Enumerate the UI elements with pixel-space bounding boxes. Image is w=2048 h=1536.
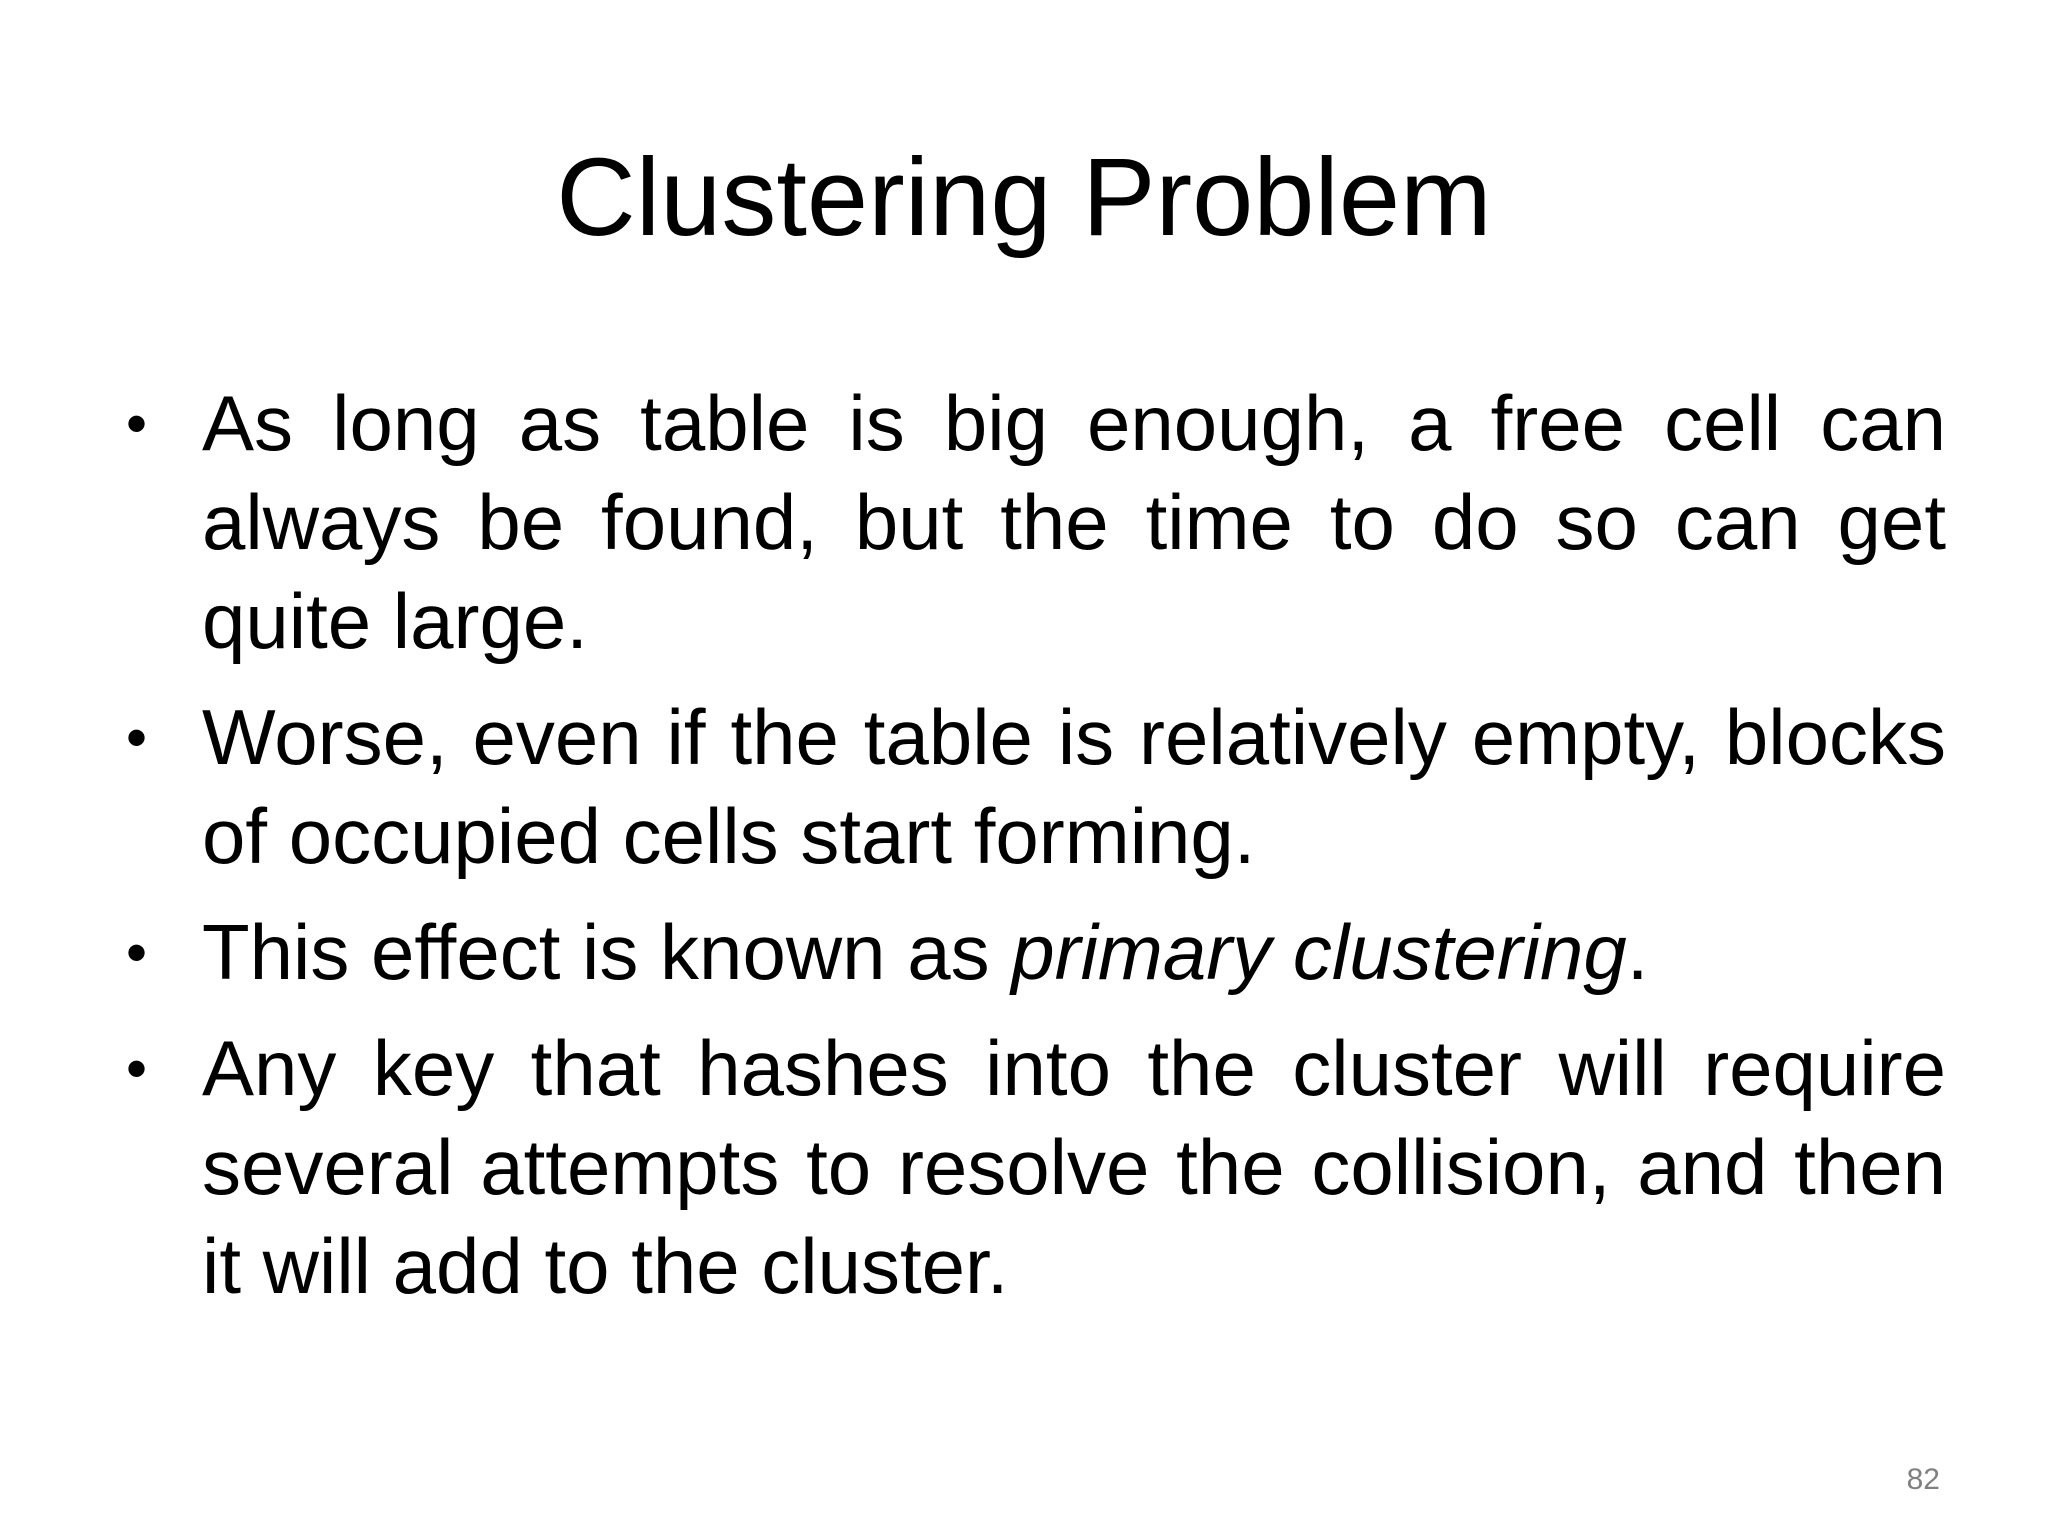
bullet-item bbox=[116, 1019, 1946, 1316]
bullet-list bbox=[116, 374, 1946, 1333]
bullet-text: Any key that hashes into the cluster will require several attempts to resolve the collision, and then it will add to the cluster. bbox=[202, 1024, 1946, 1310]
bullet-marker: • bbox=[126, 390, 148, 457]
bullet-marker: • bbox=[126, 919, 148, 986]
page-number: 82 bbox=[1906, 1463, 1940, 1496]
bullet-item bbox=[116, 374, 1946, 671]
slide-title: Clustering Problem bbox=[556, 136, 1492, 259]
bullet-item bbox=[116, 688, 1946, 886]
bullet-text-before: This effect is known as bbox=[202, 908, 1012, 996]
bullet-marker: • bbox=[126, 704, 148, 771]
bullet-text: Worse, even if the table is relatively empty, blocks of occupied cells start forming. bbox=[202, 693, 1946, 880]
bullet-text-after: . bbox=[1626, 908, 1649, 996]
bullet-item bbox=[116, 903, 1946, 1002]
bullet-text: As long as table is big enough, a free cell can always be found, but the time to do so can get quite large. bbox=[202, 379, 1946, 665]
bullet-text bbox=[202, 903, 1946, 1002]
bullet-marker: • bbox=[126, 1035, 148, 1102]
emphasized-term: primary clustering bbox=[1011, 908, 1627, 996]
